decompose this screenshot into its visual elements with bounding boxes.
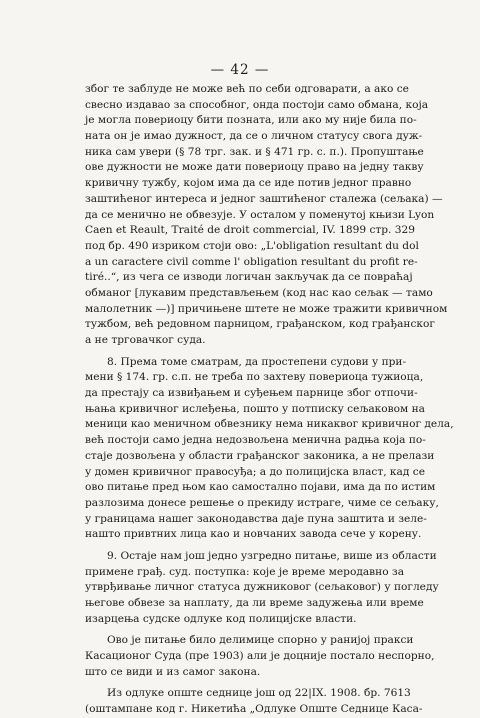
paragraph-5 [85, 686, 423, 717]
text-line: a un caractere civil comme l' obligation resultant du profit re- [85, 255, 418, 268]
text-line: да престају са извиђањем и суђењем парнице због отпочи- [85, 387, 418, 400]
text-line: а не трговачког суда. [85, 334, 206, 346]
text-line: Caen et Reault, Traité de droit commercial, IV. 1899 стр. 329 [85, 224, 415, 237]
text-line: заштићеног интереса и једног заштићеног сталежа (сељака) — [85, 192, 443, 205]
text-line: разлозима донесе решење о прекиду истраге, чиме се сељаку, [85, 496, 439, 509]
text-line: због те заблуде не може већ по себи одговарати, а ако се [85, 83, 409, 95]
paragraph-3 [85, 549, 439, 627]
page-number: — 42 — [210, 62, 270, 78]
body-text [85, 82, 454, 718]
text-line: већ постоји само једна недозвољена менична радња која по- [85, 434, 426, 447]
paragraph-4 [85, 633, 435, 680]
text-line: што се види и из самог закона. [85, 665, 261, 678]
text-line: Из одлуке опште седнице још од 22|IX. 1908. бр. 7613 [107, 687, 411, 700]
text-line: меници као меничном обвезнику нема никаквог кривичног дела, [85, 418, 454, 431]
text-line: утврђивање личног статуса дужниковог (сељаковог) у погледу [85, 581, 439, 594]
text-line: је могла повериоцу бити позната, или ако му није била по- [85, 114, 417, 127]
text-line: кривичну тужбу, којом има да се иде потив једног правно [85, 177, 412, 190]
text-line: ово питање пред њом као самостално појави, има да по истим [85, 481, 436, 494]
paragraph-1 [85, 82, 448, 349]
text-line: у границама нашег законодавства даје пуна заштита и зеле- [85, 512, 427, 525]
text-line: нашто привтних лица као и новчаних завода сече у корену. [85, 528, 422, 541]
text-line: Ово је питање било делимице спорно у ранијој пракси [107, 634, 414, 647]
text-line: свесно издавао за способног, онда постоји само обмана, која [85, 98, 429, 111]
text-line: тужбом, већ редовном парницом, грађанском, код грађанског [85, 318, 435, 331]
text-line: ове дужности не може дати повериоцу право на једну такву [85, 161, 424, 174]
text-line: ника сам увери (§ 78 трг. зак. и § 471 гр. с. п.). Пропуштање [85, 145, 424, 158]
text-line: обманог [лукавим представљењем (код нас као сељак — тамо [85, 286, 433, 299]
text-line: 9. Остаје нам још једно узгредно питање, више из области [107, 549, 437, 562]
text-line: под бр. 490 изриком стоји ово: „L'obligation resultant du dol [85, 239, 419, 252]
text-line: да се менично не обвезује. У осталом у поменутој књизи Lyon [85, 208, 435, 221]
text-line: 8. Према томе сматрам, да простепени судови у при- [107, 355, 407, 368]
text-line: изарцења судске одлуке код полицијске власти. [85, 612, 357, 625]
text-line: малолетник —)] причињене штете не може тражити кривичном [85, 302, 448, 315]
text-line: мени § 174. гр. с.п. не треба по захтеву повериоца тужиоца, [85, 371, 424, 384]
text-line: стаје дозвољена у области грађанског законика, а не прелази [85, 449, 435, 462]
paragraph-2 [85, 355, 454, 543]
text-line: примене грађ. суд. поступка: које је време меродавно за [85, 565, 405, 578]
text-line: ната он је имао дужност, да се о личном статусу свога дуж- [85, 130, 423, 143]
text-line: у домен кривичног правосуђа; а до полицијска власт, кад се [85, 465, 425, 478]
text-line: њања кривичног ислеђења, пошто у потписку сељаковом на [85, 402, 425, 415]
text-line: (оштампане код г. Никетића „Одлуке Опште Седнице Каса- [85, 703, 423, 716]
text-line: tiré..“, из чега се изводи логичан закључак да се повраћај [85, 271, 413, 284]
text-line: његове обвезе за наплату, да ли време задужења или време [85, 597, 424, 609]
text-line: Касационог Суда (пре 1903) али је доцније постало неспорно, [85, 650, 435, 663]
